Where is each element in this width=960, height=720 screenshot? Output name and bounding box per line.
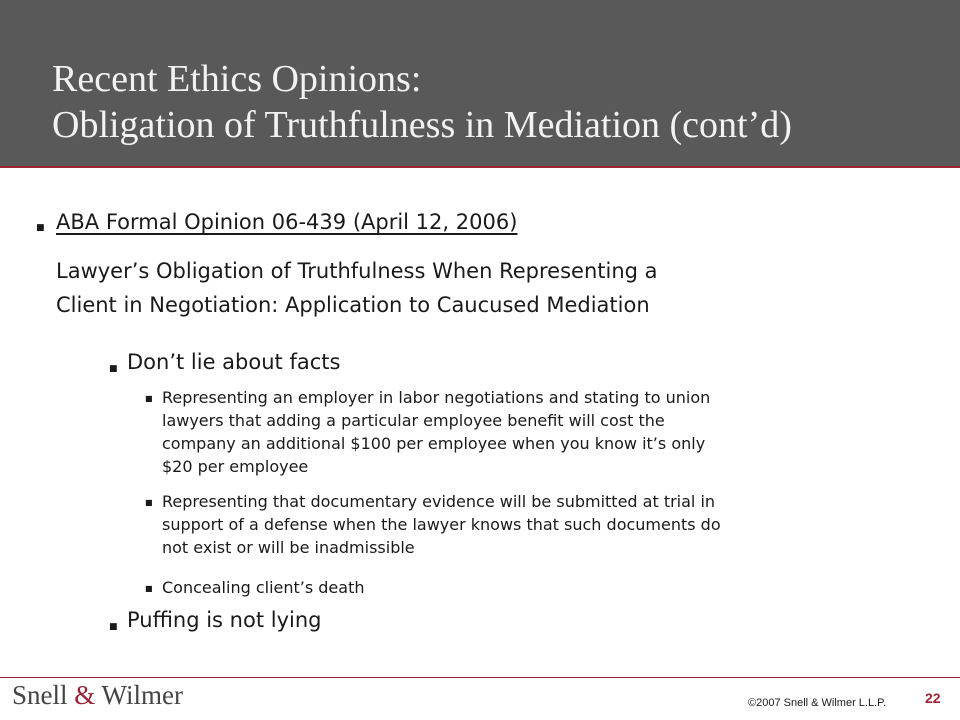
example-concealing-death: [162, 576, 932, 599]
example-documentary-evidence: [162, 490, 932, 559]
footer-divider: [0, 677, 960, 678]
square-bullet-icon: ■: [145, 394, 153, 403]
slide-title-line-2: Obligation of Truthfulness in Mediation (cont’d): [52, 104, 792, 146]
opinion-subtitle-line-2: Client in Negotiation: Application to Caucused Mediation: [56, 293, 650, 317]
example-line: support of a defense when the lawyer knows that such documents do: [162, 515, 721, 534]
opinion-heading: ABA Formal Opinion 06-439 (April 12, 2006): [56, 210, 518, 234]
logo-wilmer: Wilmer: [101, 680, 183, 710]
point-dont-lie: Don’t lie about facts: [127, 350, 341, 374]
example-line: company an additional $100 per employee when you know it’s only: [162, 434, 706, 453]
logo-snell: Snell: [12, 680, 68, 710]
example-line: Representing that documentary evidence will be submitted at trial in: [162, 492, 716, 511]
point-puffing: Puffing is not lying: [127, 608, 322, 632]
example-line: Concealing client’s death: [162, 578, 365, 597]
page-number: 22: [925, 690, 941, 706]
logo-ampersand: &: [74, 680, 96, 710]
slide-title: [52, 56, 792, 148]
square-bullet-icon: ■: [36, 223, 45, 233]
square-bullet-icon: ■: [109, 364, 118, 374]
snell-wilmer-logo: [12, 680, 183, 711]
opinion-subtitle-line-1: Lawyer’s Obligation of Truthfulness When Representing a: [56, 259, 658, 283]
example-labor-negotiations: [162, 386, 932, 478]
example-line: $20 per employee: [162, 457, 309, 476]
example-line: lawyers that adding a particular employee benefit will cost the: [162, 411, 665, 430]
copyright-notice: ©2007 Snell & Wilmer L.L.P.: [748, 697, 887, 709]
slide-title-line-1: Recent Ethics Opinions:: [52, 58, 422, 100]
example-line: not exist or will be inadmissible: [162, 538, 415, 557]
title-bar: [0, 0, 960, 168]
square-bullet-icon: ■: [145, 584, 153, 593]
opinion-subtitle: [56, 254, 936, 322]
example-line: Representing an employer in labor negotiations and stating to union: [162, 388, 711, 407]
square-bullet-icon: ■: [145, 498, 153, 507]
square-bullet-icon: ■: [109, 622, 118, 632]
